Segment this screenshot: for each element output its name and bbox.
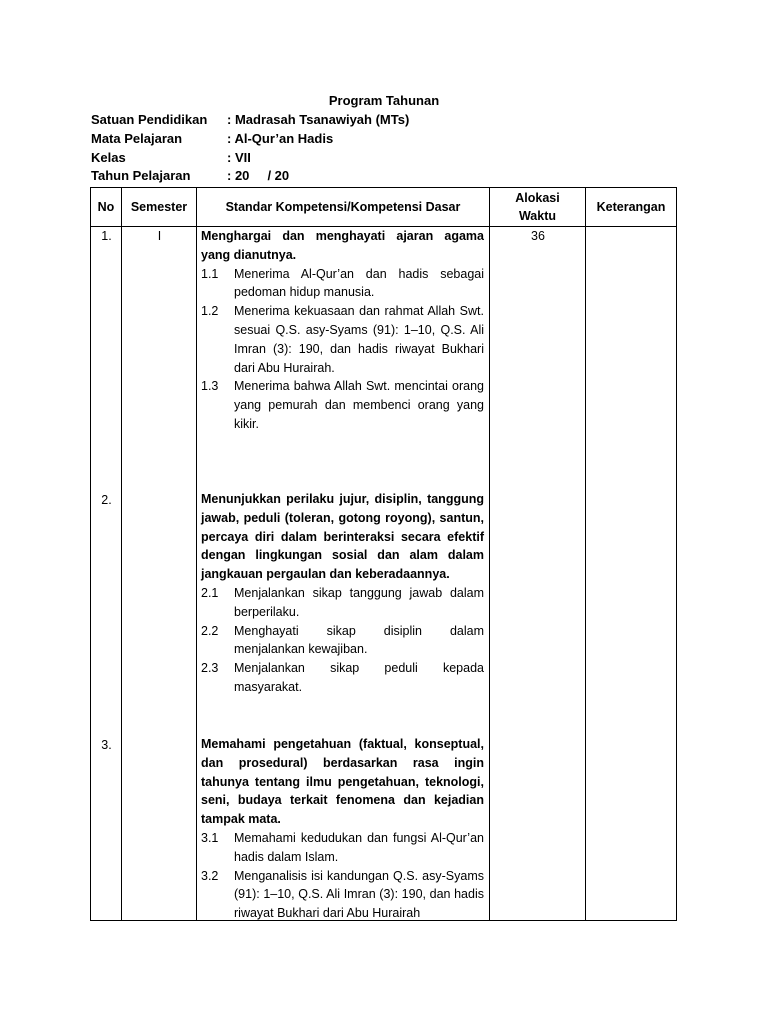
- meta-value: : 20 / 20: [227, 168, 290, 183]
- kompetensi-item: [201, 265, 484, 303]
- meta-row-tahun: [91, 168, 289, 183]
- kompetensi-item: [201, 377, 484, 433]
- col-semester: [122, 227, 197, 921]
- col-alokasi: [490, 227, 586, 921]
- table-header-row: [91, 188, 677, 227]
- kompetensi-item: [201, 584, 484, 622]
- item-number: 3.1: [201, 830, 219, 845]
- item-text: Menerima kekuasaan dan rahmat Allah Swt. sesuai Q.S. asy-Syams (91): 1–10, Q.S. Ali Imran (3): 190, dan hadis riwayat Bukhari dari Abu Hurairah.: [234, 304, 484, 375]
- item-number: 1.2: [201, 304, 219, 319]
- kompetensi-heading: Menghargai dan menghayati ajaran agama yang dianutnya.: [201, 229, 484, 262]
- item-text: Menerima Al-Qur’an dan hadis sebagai pedoman hidup manusia.: [234, 266, 484, 300]
- program-table: [90, 187, 677, 921]
- kompetensi-item: [201, 302, 484, 377]
- header-no: No: [91, 188, 122, 227]
- kompetensi-item: [201, 867, 484, 923]
- item-number: 1.3: [201, 379, 219, 394]
- meta-key: Tahun Pelajaran: [91, 168, 191, 183]
- meta-row-kelas: [91, 150, 251, 165]
- meta-value: : VII: [227, 150, 251, 165]
- meta-value: : Madrasah Tsanawiyah (MTs): [227, 112, 410, 127]
- col-no: [91, 227, 122, 921]
- header-semester: Semester: [122, 188, 197, 227]
- header-kompetensi: Standar Kompetensi/Kompetensi Dasar: [197, 188, 490, 227]
- header-alokasi: [490, 188, 586, 227]
- kompetensi-item: [201, 622, 484, 660]
- row-number: 2.: [101, 493, 112, 507]
- meta-row-mapel: [91, 131, 333, 146]
- item-number: 3.2: [201, 868, 219, 883]
- meta-key: Kelas: [91, 150, 126, 165]
- meta-row-satuan: [91, 112, 409, 127]
- item-text: Menghayati sikap disiplin dalam menjalankan kewajiban.: [234, 623, 484, 657]
- meta-key: Satuan Pendidikan: [91, 112, 208, 127]
- kompetensi-block-1: [201, 227, 484, 434]
- item-text: Menganalisis isi kandungan Q.S. asy-Syams (91): 1–10, Q.S. Ali Imran (3): 190, dan hadis riwayat Bukhari dari Abu Hurairah: [234, 868, 484, 921]
- meta-value: : Al-Qur’an Hadis: [227, 131, 334, 146]
- header-alokasi-label: Alokasi Waktu: [515, 191, 560, 223]
- kompetensi-heading: Menunjukkan perilaku jujur, disiplin, tanggung jawab, peduli (toleran, gotong royong), santun, percaya diri dalam berinteraksi secara efektif dengan lingkungan sosial dan alam dalam jangkauan pergaulan dan keberadaannya.: [201, 492, 484, 582]
- header-keterangan: Keterangan: [586, 188, 677, 227]
- kompetensi-item: [201, 659, 484, 697]
- item-text: Memahami kedudukan dan fungsi Al-Qur’an hadis dalam Islam.: [234, 830, 484, 864]
- item-number: 2.2: [201, 623, 219, 638]
- row-number: 3.: [101, 738, 112, 752]
- col-kompetensi: [197, 227, 490, 921]
- item-number: 1.1: [201, 266, 219, 281]
- table-body-row: [91, 227, 677, 921]
- kompetensi-heading: Memahami pengetahuan (faktual, konseptual, dan prosedural) berdasarkan rasa ingin tahunya tentang ilmu pengetahuan, teknologi, seni, budaya terkait fenomena dan kejadian tampak mata.: [201, 737, 484, 827]
- item-text: Menjalankan sikap peduli kepada masyarakat.: [234, 661, 484, 694]
- document-title: Program Tahunan: [328, 93, 440, 108]
- kompetensi-item: [201, 829, 484, 867]
- meta-key: Mata Pelajaran: [91, 131, 183, 146]
- item-text: Menerima bahwa Allah Swt. mencintai orang yang pemurah dan membenci orang yang kikir.: [234, 379, 484, 431]
- item-number: 2.3: [201, 661, 219, 676]
- alokasi-value: 36: [531, 229, 545, 243]
- item-number: 2.1: [201, 585, 219, 600]
- kompetensi-block-3: [201, 735, 484, 923]
- item-text: Menjalankan sikap tanggung jawab dalam berperilaku.: [234, 585, 484, 619]
- col-keterangan: [586, 227, 677, 921]
- semester-value: I: [157, 229, 162, 243]
- row-number: 1.: [101, 229, 112, 243]
- kompetensi-block-2: [201, 490, 484, 697]
